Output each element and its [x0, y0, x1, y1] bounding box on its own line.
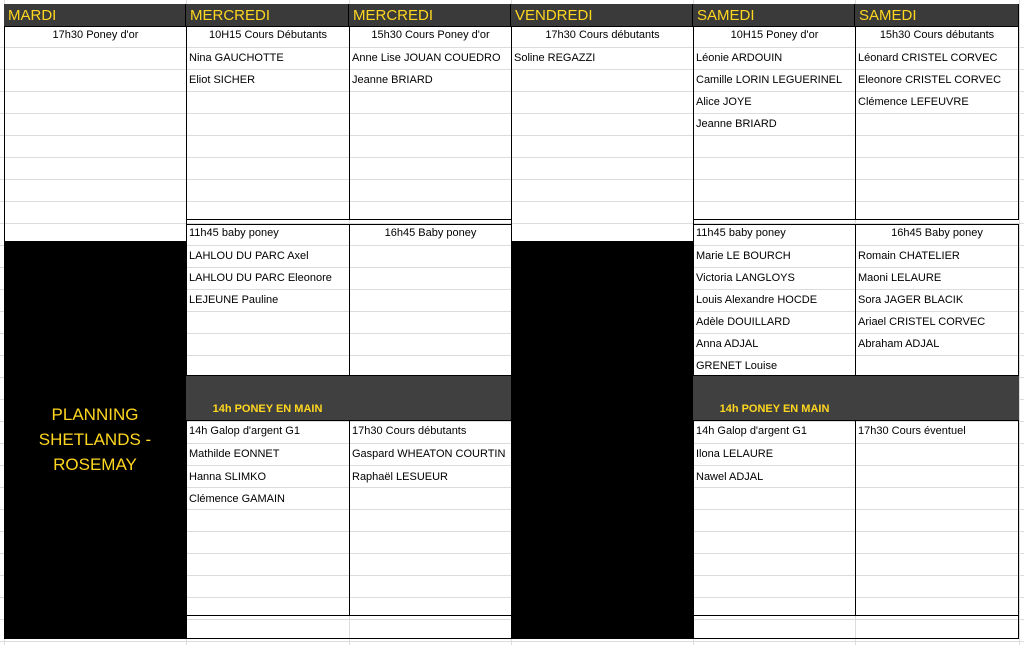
- header-samedi-a[interactable]: SAMEDI: [693, 4, 855, 26]
- name-cell[interactable]: Jeanne BRIARD: [352, 74, 433, 86]
- slot-mardi-1[interactable]: 17h30 Poney d'or: [52, 29, 139, 41]
- name-cell[interactable]: LEJEUNE Pauline: [189, 294, 279, 306]
- gridline-row: [0, 641, 1024, 642]
- name-cell[interactable]: Camille LORIN LEGUERINEL: [696, 74, 843, 86]
- slot-samedi-a-3[interactable]: 14h Galop d'argent G1: [696, 425, 807, 437]
- name-cell[interactable]: Ilona LELAURE: [696, 448, 774, 460]
- slot-mercredi-b-1[interactable]: 15h30 Cours Poney d'or: [371, 29, 490, 41]
- name-cell[interactable]: Romain CHATELIER: [858, 250, 960, 262]
- name-cell[interactable]: Clémence GAMAIN: [189, 493, 285, 505]
- name-cell[interactable]: Raphaël LESUEUR: [352, 471, 448, 483]
- slot-mercredi-b-2[interactable]: 16h45 Baby poney: [384, 227, 477, 239]
- planning-title-line-1: PLANNING: [51, 405, 139, 424]
- slot-samedi-b-1[interactable]: 15h30 Cours débutants: [879, 29, 995, 41]
- planning-title: [10, 402, 180, 477]
- box-bottom-samedi: [693, 615, 1019, 639]
- name-cell[interactable]: Gaspard WHEATON COURTIN: [352, 448, 506, 460]
- slot-samedi-b-3[interactable]: 17h30 Cours éventuel: [858, 425, 966, 437]
- name-cell[interactable]: Adèle DOUILLARD: [696, 316, 791, 328]
- gridline-col: [1019, 0, 1020, 645]
- box-samedi-b-3: [855, 420, 1019, 616]
- band-label-samedi: 14h PONEY EN MAIN: [719, 403, 830, 415]
- planning-title-line-3: ROSEMAY: [53, 455, 137, 474]
- name-cell[interactable]: Eliot SICHER: [189, 74, 256, 86]
- name-cell[interactable]: Alice JOYE: [696, 96, 752, 108]
- name-cell[interactable]: Ariael CRISTEL CORVEC: [858, 316, 986, 328]
- band-label-mercredi: 14h PONEY EN MAIN: [212, 403, 323, 415]
- name-cell[interactable]: Nina GAUCHOTTE: [189, 52, 284, 64]
- name-cell[interactable]: Soline REGAZZI: [514, 52, 596, 64]
- name-cell[interactable]: GRENET Louise: [696, 360, 778, 372]
- name-cell[interactable]: Victoria LANGLOYS: [696, 272, 795, 284]
- box-mardi-1: [4, 26, 187, 242]
- header-mardi[interactable]: MARDI: [4, 4, 186, 26]
- header-mercredi-b[interactable]: MERCREDI: [349, 4, 511, 26]
- slot-vendredi-1[interactable]: 17h30 Cours débutants: [545, 29, 660, 41]
- name-cell[interactable]: Nawel ADJAL: [696, 471, 764, 483]
- header-vendredi[interactable]: VENDREDI: [511, 4, 693, 26]
- name-cell[interactable]: Abraham ADJAL: [858, 338, 940, 350]
- slot-samedi-a-2[interactable]: 11h45 baby poney: [696, 227, 786, 239]
- name-cell[interactable]: Anne Lise JOUAN COUEDRO: [352, 52, 501, 64]
- name-cell[interactable]: Maoni LELAURE: [858, 272, 942, 284]
- box-mercredi-b-2: [349, 224, 512, 376]
- name-cell[interactable]: Léonard CRISTEL CORVEC: [858, 52, 998, 64]
- name-cell[interactable]: LAHLOU DU PARC Axel: [189, 250, 309, 262]
- slot-mercredi-a-3[interactable]: 14h Galop d'argent G1: [189, 425, 300, 437]
- header-mercredi-a[interactable]: MERCREDI: [186, 4, 349, 26]
- name-cell[interactable]: LAHLOU DU PARC Eleonore: [189, 272, 332, 284]
- slot-samedi-a-1[interactable]: 10H15 Poney d'or: [730, 29, 819, 41]
- name-cell[interactable]: Hanna SLIMKO: [189, 471, 267, 483]
- name-cell[interactable]: Louis Alexandre HOCDE: [696, 294, 818, 306]
- slot-samedi-b-2[interactable]: 16h45 Baby poney: [891, 227, 983, 239]
- black-block-vendredi: [511, 241, 693, 639]
- name-cell[interactable]: Marie LE BOURCH: [696, 250, 791, 262]
- box-bottom-mercredi: [186, 615, 512, 639]
- name-cell[interactable]: Eleonore CRISTEL CORVEC: [858, 74, 1002, 86]
- name-cell[interactable]: Mathilde EONNET: [189, 448, 280, 460]
- name-cell[interactable]: Clémence LEFEUVRE: [858, 96, 969, 108]
- name-cell[interactable]: Jeanne BRIARD: [696, 118, 777, 130]
- slot-mercredi-a-2[interactable]: 11h45 baby poney: [189, 227, 279, 239]
- slot-mercredi-a-1[interactable]: 10H15 Cours Débutants: [208, 29, 327, 41]
- name-cell[interactable]: Sora JAGER BLACIK: [858, 294, 964, 306]
- header-samedi-b[interactable]: SAMEDI: [855, 4, 1019, 26]
- planning-title-line-2: SHETLANDS -: [38, 430, 152, 449]
- name-cell[interactable]: Léonie ARDOUIN: [696, 52, 783, 64]
- name-cell[interactable]: Anna ADJAL: [696, 338, 759, 350]
- slot-mercredi-b-3[interactable]: 17h30 Cours débutants: [352, 425, 467, 437]
